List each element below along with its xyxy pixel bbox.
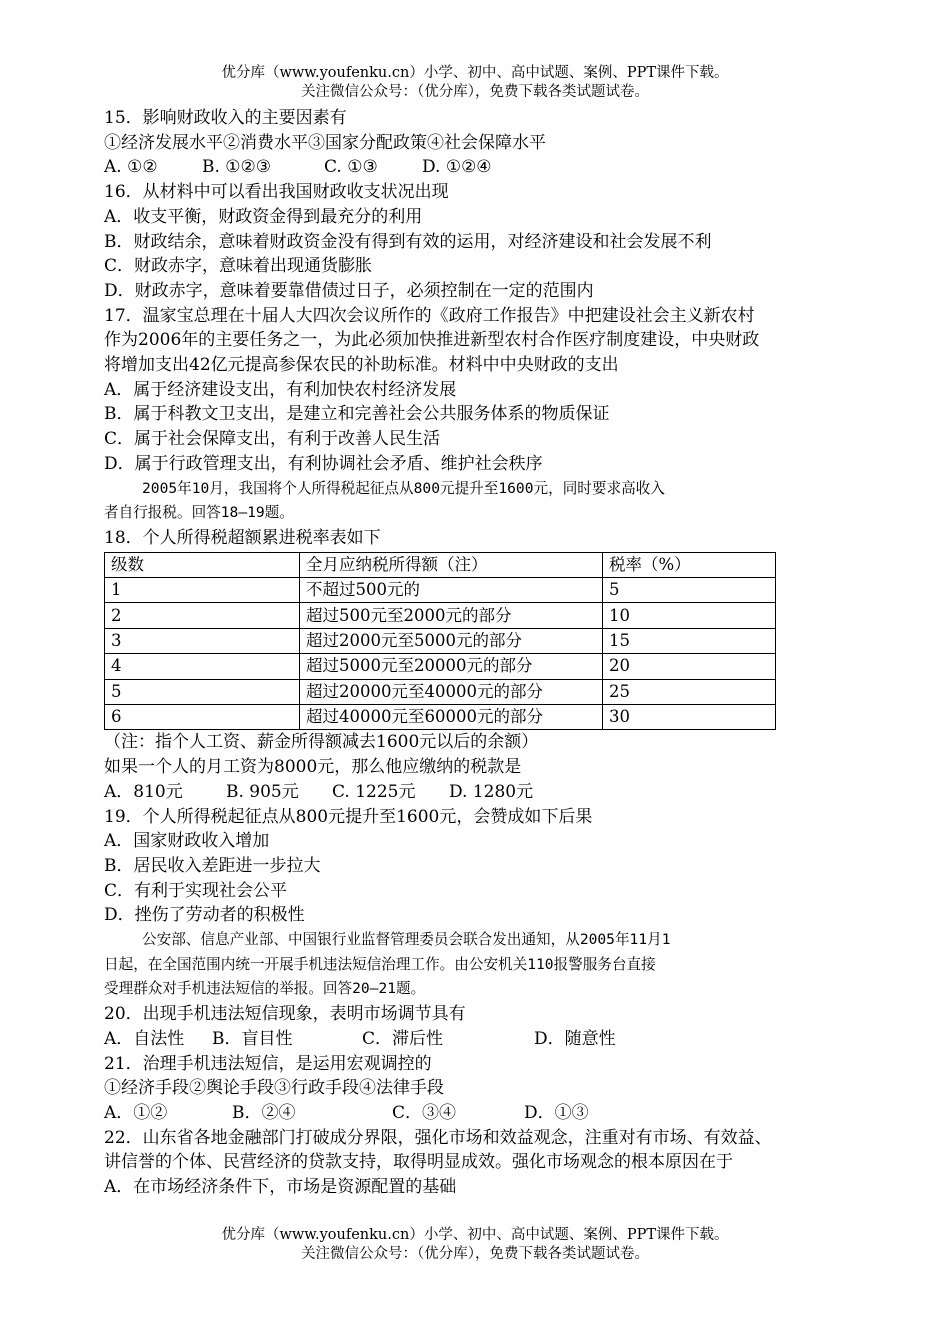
material-line: 公安部、信息产业部、中国银行业监督管理委员会联合发出通知，从2005年11月1 xyxy=(142,931,671,949)
table-header-cell: 全月应纳税所得额（注） xyxy=(300,552,603,577)
option-d: D．挫伤了劳动者的积极性 xyxy=(104,905,305,926)
option-c: C. 1225元 xyxy=(332,781,416,802)
table-row xyxy=(105,628,776,653)
table-row xyxy=(105,603,776,628)
table-cell: 超过2000元至5000元的部分 xyxy=(300,628,603,653)
table-cell: 超过500元至2000元的部分 xyxy=(300,603,603,628)
question-text: 如果一个人的月工资为8000元，那么他应缴纳的税款是 xyxy=(104,757,522,778)
option-d: D. ①②④ xyxy=(422,157,492,178)
question-stem-line: 作为2006年的主要任务之一，为此必须加快推进新型农村合作医疗制度建设，中央财政 xyxy=(104,330,760,351)
option-b: B．居民收入差距进一步拉大 xyxy=(104,855,321,876)
option-row xyxy=(104,780,864,805)
option-c: C．有利于实现社会公平 xyxy=(104,880,288,901)
option-d: D．财政赤字，意味着要靠借债过日子，必须控制在一定的范围内 xyxy=(104,280,594,301)
table-header-cell: 税率（%） xyxy=(603,552,776,577)
question-items: ①经济发展水平②消费水平③国家分配政策④社会保障水平 xyxy=(104,132,546,153)
table-cell: 10 xyxy=(603,603,776,628)
option-a: A．在市场经济条件下，市场是资源配置的基础 xyxy=(104,1177,457,1198)
option-a: A．自法性 xyxy=(104,1028,185,1049)
option-c: C．③④ xyxy=(392,1102,457,1123)
option-row xyxy=(104,1101,864,1126)
table-cell: 2 xyxy=(105,603,300,628)
material-line: 日起，在全国范围内统一开展手机违法短信治理工作。由公安机关110报警服务台直接 xyxy=(104,955,656,973)
table-cell: 超过40000元至60000元的部分 xyxy=(300,705,603,730)
option-d: D．随意性 xyxy=(534,1028,616,1049)
table-cell: 30 xyxy=(603,705,776,730)
page-header xyxy=(0,64,950,102)
table-note: （注：指个人工资、薪金所得额减去1600元以后的余额） xyxy=(104,732,539,753)
footer-line-1: 优分库（www.youfenku.cn）小学、初中、高中试题、案例、PPT课件下载。 xyxy=(221,1227,729,1243)
table-cell: 6 xyxy=(105,705,300,730)
footer-line-2: 关注微信公众号：（优分库），免费下载各类试题试卷。 xyxy=(301,1246,649,1262)
table-header-row xyxy=(105,552,776,577)
option-b: B. 905元 xyxy=(226,781,299,802)
table-header-cell: 级数 xyxy=(105,552,300,577)
question-stem: 21．治理手机违法短信，是运用宏观调控的 xyxy=(104,1053,432,1074)
question-stem-line: 将增加支出42亿元提高参保农民的补助标准。材料中中央财政的支出 xyxy=(104,355,619,376)
table-cell: 1 xyxy=(105,578,300,603)
option-a: A．810元 xyxy=(104,781,183,802)
exam-content xyxy=(104,106,864,1200)
table-cell: 15 xyxy=(603,628,776,653)
page-footer xyxy=(0,1226,950,1264)
question-19 xyxy=(104,805,864,929)
question-17 xyxy=(104,304,864,477)
table-row xyxy=(105,578,776,603)
option-a: A．属于经济建设支出，有利加快农村经济发展 xyxy=(104,379,457,400)
question-21 xyxy=(104,1052,864,1126)
table-row xyxy=(105,705,776,730)
table-cell: 5 xyxy=(105,679,300,704)
table-cell: 5 xyxy=(603,578,776,603)
option-d: D．属于行政管理支出，有利协调社会矛盾、维护社会秩序 xyxy=(104,453,543,474)
material-line: 2005年10月，我国将个人所得税起征点从800元提升至1600元，同时要求高收入 xyxy=(142,479,665,497)
table-row xyxy=(105,679,776,704)
question-20 xyxy=(104,1002,864,1051)
option-row xyxy=(104,1027,864,1052)
question-15 xyxy=(104,106,864,180)
option-row xyxy=(104,155,864,180)
option-b: B. ①②③ xyxy=(202,157,272,178)
option-c: C．滞后性 xyxy=(362,1028,444,1049)
question-stem: 19．个人所得税起征点从800元提升至1600元，会赞成如下后果 xyxy=(104,806,593,827)
option-c: C．财政赤字，意味着出现通货膨胀 xyxy=(104,256,373,277)
option-a: A．①② xyxy=(104,1102,168,1123)
table-cell: 25 xyxy=(603,679,776,704)
option-b: B．②④ xyxy=(232,1102,296,1123)
option-a: A. ①② xyxy=(104,157,158,178)
option-c: C．属于社会保障支出，有利于改善人民生活 xyxy=(104,429,441,450)
tax-rate-table xyxy=(104,552,776,731)
table-cell: 不超过500元的 xyxy=(300,578,603,603)
question-18 xyxy=(104,526,864,805)
question-stem-line: 讲信誉的个体、民营经济的贷款支持，取得明显成效。强化市场观念的根本原因在于 xyxy=(104,1152,733,1173)
table-cell: 20 xyxy=(603,654,776,679)
question-16 xyxy=(104,180,864,304)
question-stem: 16．从材料中可以看出我国财政收支状况出现 xyxy=(104,182,449,203)
material-line: 者自行报税。回答18—19题。 xyxy=(104,504,294,522)
table-cell: 超过5000元至20000元的部分 xyxy=(300,654,603,679)
table-row xyxy=(105,654,776,679)
material-paragraph xyxy=(104,477,864,526)
header-line-2: 关注微信公众号：（优分库），免费下载各类试题试卷。 xyxy=(301,84,649,100)
option-a: A．收支平衡，财政资金得到最充分的利用 xyxy=(104,206,423,227)
material-paragraph xyxy=(104,928,864,1002)
question-stem-line: 17．温家宝总理在十届人大四次会议所作的《政府工作报告》中把建设社会主义新农村 xyxy=(104,305,755,326)
option-b: B．属于科教文卫支出，是建立和完善社会公共服务体系的物质保证 xyxy=(104,404,610,425)
header-line-1: 优分库（www.youfenku.cn）小学、初中、高中试题、案例、PPT课件下载。 xyxy=(221,65,729,81)
table-cell: 3 xyxy=(105,628,300,653)
question-items: ①经济手段②舆论手段③行政手段④法律手段 xyxy=(104,1078,444,1099)
option-d: D. 1280元 xyxy=(449,781,534,802)
option-c: C. ①③ xyxy=(324,157,378,178)
question-stem: 15．影响财政收入的主要因素有 xyxy=(104,108,347,128)
option-a: A．国家财政收入增加 xyxy=(104,831,270,852)
question-22 xyxy=(104,1126,864,1200)
option-d: D．①③ xyxy=(524,1102,589,1123)
table-cell: 4 xyxy=(105,654,300,679)
option-b: B．盲目性 xyxy=(212,1028,293,1049)
material-line: 受理群众对手机违法短信的举报。回答20—21题。 xyxy=(104,980,426,998)
question-stem: 18．个人所得税超额累进税率表如下 xyxy=(104,527,381,548)
table-cell: 超过20000元至40000元的部分 xyxy=(300,679,603,704)
question-stem-line: 22．山东省各地金融部门打破成分界限，强化市场和效益观念，注重对有市场、有效益、 xyxy=(104,1127,772,1148)
option-b: B．财政结余，意味着财政资金没有得到有效的运用，对经济建设和社会发展不利 xyxy=(104,231,712,252)
question-stem: 20．出现手机违法短信现象，表明市场调节具有 xyxy=(104,1004,466,1025)
